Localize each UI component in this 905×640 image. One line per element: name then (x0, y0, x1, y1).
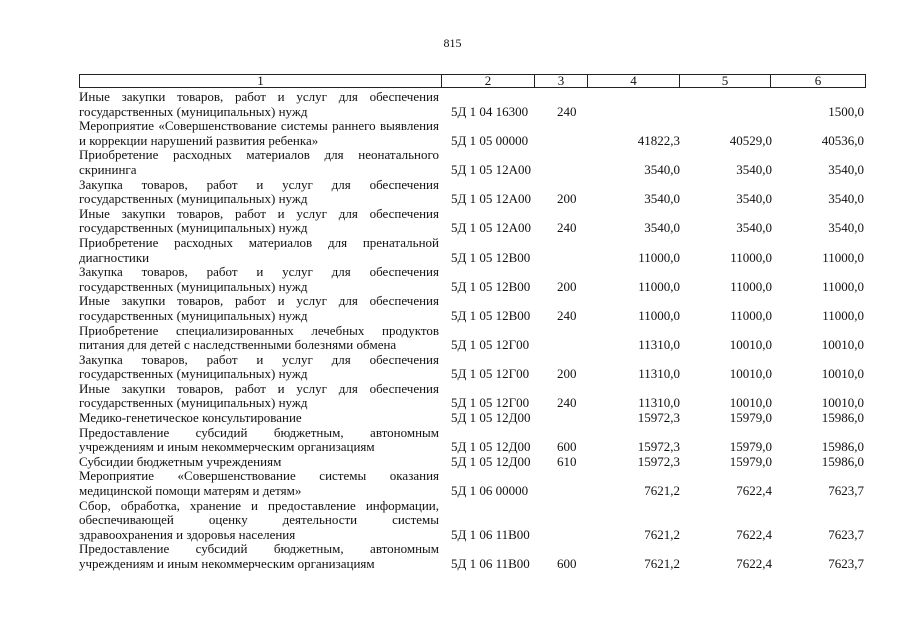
row-amount-col4: 11310,0 (638, 395, 680, 411)
row-amount-col5: 7622,4 (736, 556, 772, 571)
table-row (79, 148, 866, 177)
row-expense-type: 200 (557, 366, 577, 382)
row-description: Закупка товаров, работ и услуг для обеспечения государственных (муниципальных) нужд (79, 351, 439, 382)
row-amount-col5: 3540,0 (736, 191, 772, 207)
row-amount-col4: 7621,2 (644, 556, 680, 571)
row-amount-col4: 11310,0 (638, 337, 680, 353)
row-description: Мероприятие «Совершенствование системы оказания медицинской помощи матерям и детям» (79, 468, 439, 499)
row-description: Иные закупки товаров, работ и услуг для обеспечения государственных (муниципальных) нужд (79, 205, 439, 236)
table-row (79, 542, 866, 571)
row-description: Предоставление субсидий бюджетным, автономным учреждениям и иным некоммерческим организациям (79, 541, 439, 571)
row-amount-col6: 11000,0 (822, 278, 864, 294)
row-amount-col4: 41822,3 (637, 132, 680, 148)
row-amount-col5: 11000,0 (730, 249, 772, 265)
row-description: Иные закупки товаров, работ и услуг для обеспечения государственных (муниципальных) нужд (79, 380, 439, 411)
page-number: 815 (443, 36, 462, 50)
table-row (79, 178, 866, 207)
row-expense-type: 240 (557, 307, 577, 323)
row-amount-col6: 3540,0 (828, 161, 864, 177)
row-amount-col6: 7623,7 (828, 483, 864, 499)
row-code: 5Д 1 05 12А00 (451, 220, 532, 236)
table-row (79, 294, 866, 323)
row-expense-type: 240 (557, 395, 577, 411)
row-expense-type: 600 (557, 439, 577, 455)
row-description: Закупка товаров, работ и услуг для обеспечения государственных (муниципальных) нужд (79, 176, 439, 207)
row-amount-col4: 15972,3 (637, 453, 680, 469)
row-amount-col5: 15979,0 (729, 439, 772, 455)
row-amount-col4: 11000,0 (638, 307, 680, 323)
row-amount-col6: 1500,0 (828, 103, 864, 119)
row-amount-col5: 7622,4 (736, 526, 772, 542)
row-amount-col5: 11000,0 (730, 307, 772, 323)
row-description: Мероприятие «Совершенствование системы раннего выявления и коррекции нарушений развития ребенка» (79, 118, 439, 148)
row-amount-col6: 15986,0 (821, 410, 864, 426)
table-row (79, 411, 866, 426)
row-description: Приобретение расходных материалов для пренатальной диагностики (79, 234, 439, 265)
row-expense-type: 200 (557, 191, 577, 207)
row-amount-col4: 15972,3 (637, 410, 680, 426)
row-code: 5Д 1 05 12Д00 (451, 453, 531, 469)
row-amount-col6: 11000,0 (822, 249, 864, 265)
header-col-6: 6 (814, 73, 822, 88)
table-row (79, 265, 866, 294)
row-amount-col6: 10010,0 (821, 366, 864, 382)
row-amount-col5: 15979,0 (729, 410, 772, 426)
row-amount-col4: 7621,2 (644, 526, 680, 542)
row-description: Субсидии бюджетным учреждениям (79, 453, 282, 469)
row-code: 5Д 1 06 11В00 (451, 556, 530, 571)
row-code: 5Д 1 05 12Д00 (451, 439, 531, 455)
row-amount-col6: 10010,0 (821, 337, 864, 353)
row-amount-col6: 40536,0 (821, 132, 864, 148)
row-description: Иные закупки товаров, работ и услуг для обеспечения государственных (муниципальных) нужд (79, 293, 439, 323)
table-row (79, 207, 866, 236)
table-body (79, 90, 866, 572)
table-row (79, 90, 866, 119)
row-amount-col6: 11000,0 (822, 307, 864, 323)
header-col-3: 3 (535, 75, 588, 87)
row-amount-col5: 3540,0 (736, 161, 772, 177)
row-amount-col4: 11000,0 (638, 278, 680, 294)
row-code: 5Д 1 05 12Д00 (451, 410, 531, 426)
row-expense-type: 600 (557, 556, 577, 571)
table-row (79, 324, 866, 353)
row-description: Приобретение специализированных лечебных продуктов питания для детей с наследственными болезнями обмена (79, 322, 439, 353)
row-amount-col6: 7623,7 (828, 556, 864, 571)
row-amount-col4: 3540,0 (644, 220, 680, 236)
row-code: 5Д 1 05 12В00 (451, 249, 531, 265)
row-amount-col4: 15972,3 (637, 439, 680, 455)
table-row (79, 426, 866, 455)
row-expense-type: 200 (557, 278, 577, 294)
row-code: 5Д 1 04 16300 (451, 103, 529, 119)
row-amount-col4: 11310,0 (638, 366, 680, 382)
row-expense-type: 610 (557, 453, 577, 469)
row-amount-col4: 7621,2 (644, 483, 680, 499)
row-code: 5Д 1 06 11В00 (451, 526, 530, 542)
row-code: 5Д 1 05 12Г00 (451, 366, 530, 382)
row-code: 5Д 1 05 00000 (451, 132, 529, 148)
row-code: 5Д 1 05 12В00 (451, 307, 531, 323)
row-description: Приобретение расходных материалов для неонатального скрининга (79, 147, 439, 177)
row-description: Закупка товаров, работ и услуг для обеспечения государственных (муниципальных) нужд (79, 264, 439, 294)
table-row (79, 455, 866, 470)
table-row (79, 469, 866, 498)
header-col-5: 5 (680, 75, 771, 87)
row-amount-col5: 7622,4 (736, 483, 772, 499)
row-code: 5Д 1 06 00000 (451, 483, 529, 499)
row-amount-col5: 10010,0 (729, 337, 772, 353)
row-amount-col4: 3540,0 (644, 191, 680, 207)
header-col-1: 1 (80, 75, 442, 87)
table-row (79, 382, 866, 411)
row-amount-col5: 3540,0 (736, 220, 772, 236)
row-code: 5Д 1 05 12А00 (451, 191, 532, 207)
row-description: Сбор, обработка, хранение и предоставление информации, обеспечивающей оценку деятельности системы здравоохранения и здоровья населения (79, 497, 439, 542)
table-header (79, 74, 866, 88)
row-description: Предоставление субсидий бюджетным, автономным учреждениям и иным некоммерческим организациям (79, 424, 439, 455)
row-expense-type: 240 (557, 103, 577, 119)
row-amount-col5: 11000,0 (730, 278, 772, 294)
row-amount-col4: 11000,0 (638, 249, 680, 265)
row-code: 5Д 1 05 12Г00 (451, 337, 530, 353)
row-amount-col5: 40529,0 (729, 132, 772, 148)
row-amount-col5: 15979,0 (729, 453, 772, 469)
row-amount-col6: 15986,0 (821, 439, 864, 455)
row-code: 5Д 1 05 12В00 (451, 278, 531, 294)
row-amount-col6: 10010,0 (821, 395, 864, 411)
header-col-4: 4 (588, 75, 680, 87)
table-row (79, 119, 866, 148)
row-amount-col6: 3540,0 (828, 220, 864, 236)
row-amount-col6: 15986,0 (821, 453, 864, 469)
row-amount-col5: 10010,0 (729, 366, 772, 382)
table-row (79, 236, 866, 265)
header-col-2: 2 (442, 75, 535, 87)
row-expense-type: 240 (557, 220, 577, 236)
row-code: 5Д 1 05 12А00 (451, 161, 532, 177)
row-amount-col6: 3540,0 (828, 191, 864, 207)
table-row (79, 353, 866, 382)
row-description: Медико-генетическое консультирование (79, 410, 302, 426)
row-amount-col4: 3540,0 (644, 161, 680, 177)
table-row (79, 499, 866, 543)
row-amount-col5: 10010,0 (729, 395, 772, 411)
row-amount-col6: 7623,7 (828, 526, 864, 542)
row-description: Иные закупки товаров, работ и услуг для обеспечения государственных (муниципальных) нужд (79, 89, 439, 119)
row-code: 5Д 1 05 12Г00 (451, 395, 530, 411)
